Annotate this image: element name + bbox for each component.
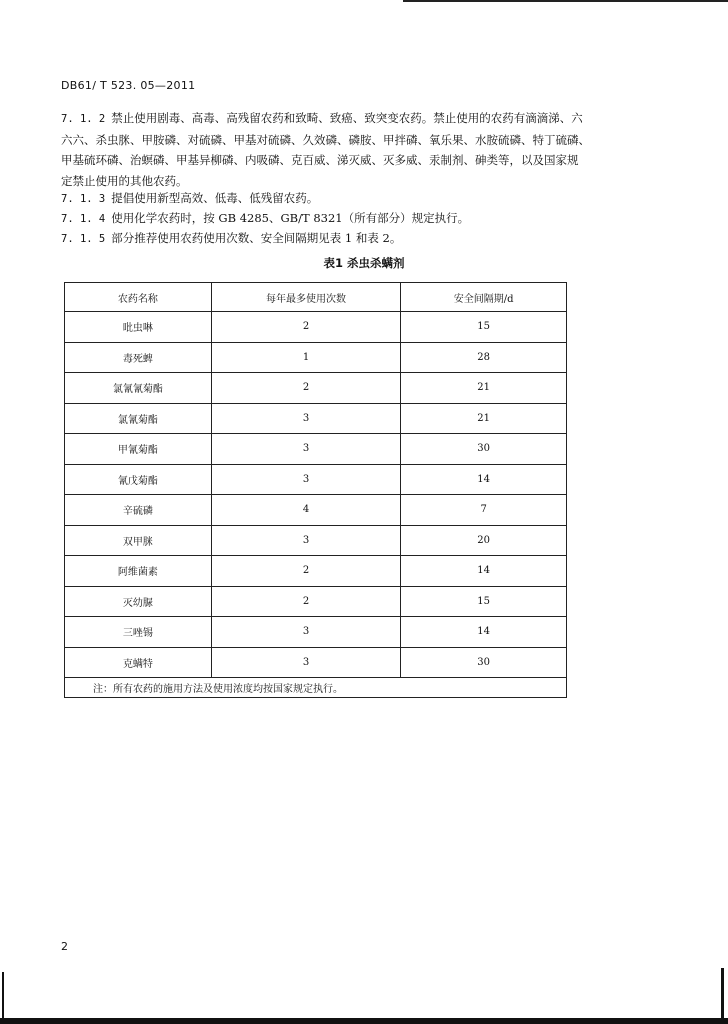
pesticide-name: 氯氰氰菊酯 (65, 373, 212, 404)
pesticide-name: 双甲脒 (65, 525, 212, 556)
table-row (65, 556, 567, 587)
table-row (65, 373, 567, 404)
top-rule (403, 0, 728, 2)
max-uses: 2 (211, 373, 400, 404)
max-uses: 1 (211, 342, 400, 373)
safety-interval: 14 (401, 464, 567, 495)
clause-7-1-5: 7. 1. 5 部分推荐使用农药使用次数、安全间隔期见表 1 和表 2。 (61, 231, 402, 245)
document-code: DB61/ T 523. 05—2011 (61, 79, 196, 92)
max-uses: 3 (211, 617, 400, 648)
scan-edge-right (721, 968, 724, 1018)
max-uses: 3 (211, 403, 400, 434)
clause-line: 7. 1. 2 禁止使用剧毒、高毒、高残留农药和致畸、致癌、致突变农药。禁止使用的农药有滴滴涕、六 (61, 111, 583, 125)
scan-edge-left (2, 972, 4, 1018)
pesticide-table (64, 282, 567, 698)
safety-interval: 15 (401, 586, 567, 617)
safety-interval: 14 (401, 617, 567, 648)
pesticide-name: 吡虫啉 (65, 312, 212, 343)
safety-interval: 21 (401, 373, 567, 404)
max-uses: 4 (211, 495, 400, 526)
max-uses: 3 (211, 434, 400, 465)
pesticide-name: 阿维菌素 (65, 556, 212, 587)
safety-interval: 21 (401, 403, 567, 434)
max-uses: 2 (211, 312, 400, 343)
table-row (65, 434, 567, 465)
clause-7-1-4: 7. 1. 4 使用化学农药时，按 GB 4285、GB/T 8321（所有部分）规定执行。 (61, 211, 470, 225)
clause-number: 7. 1. 3 (61, 193, 106, 205)
safety-interval: 20 (401, 525, 567, 556)
table-row (65, 403, 567, 434)
table-row (65, 342, 567, 373)
pesticide-name: 氯氰菊酯 (65, 403, 212, 434)
max-uses: 3 (211, 464, 400, 495)
safety-interval: 14 (401, 556, 567, 587)
pesticide-name: 灭幼脲 (65, 586, 212, 617)
clause-line: 甲基硫环磷、治螟磷、甲基异柳磷、内吸磷、克百威、涕灭威、灭多威、汞制剂、砷类等，以及国家规 (61, 153, 579, 167)
safety-interval: 28 (401, 342, 567, 373)
table-note-row (65, 678, 567, 698)
scan-edge-bottom (0, 1018, 728, 1024)
table-row (65, 464, 567, 495)
max-uses: 3 (211, 525, 400, 556)
page-number: 2 (61, 940, 68, 953)
table-caption: 表1 杀虫杀螨剂 (323, 256, 405, 270)
table-row (65, 312, 567, 343)
max-uses: 2 (211, 586, 400, 617)
table-row (65, 525, 567, 556)
pesticide-name: 三唑锡 (65, 617, 212, 648)
header-pesticide-name: 农药名称 (65, 283, 212, 312)
clause-number: 7. 1. 4 (61, 213, 106, 225)
clause-7-1-2 (61, 108, 637, 191)
clause-line: 六六、杀虫脒、甲胺磷、对硫磷、甲基对硫磷、久效磷、磷胺、甲拌磷、氧乐果、水胺硫磷、特丁硫磷、 (61, 132, 590, 147)
safety-interval: 30 (401, 647, 567, 678)
clause-number: 7. 1. 5 (61, 233, 106, 245)
max-uses: 2 (211, 556, 400, 587)
safety-interval: 15 (401, 312, 567, 343)
clause-7-1-3: 7. 1. 3 提倡使用新型高效、低毒、低残留农药。 (61, 191, 319, 205)
max-uses: 3 (211, 647, 400, 678)
pesticide-name: 克螨特 (65, 647, 212, 678)
safety-interval: 7 (401, 495, 567, 526)
table-row (65, 617, 567, 648)
pesticide-name: 辛硫磷 (65, 495, 212, 526)
header-safety-interval: 安全间隔期/d (401, 283, 567, 312)
pesticide-name: 甲氰菊酯 (65, 434, 212, 465)
table-row (65, 495, 567, 526)
clause-number: 7. 1. 2 (61, 113, 106, 125)
header-max-uses: 每年最多使用次数 (211, 283, 400, 312)
table-row (65, 647, 567, 678)
table-header-row (65, 283, 567, 312)
pesticide-name: 氰戊菊酯 (65, 464, 212, 495)
table-row (65, 586, 567, 617)
pesticide-name: 毒死蜱 (65, 342, 212, 373)
table-note: 注：所有农药的施用方法及使用浓度均按国家规定执行。 (65, 678, 567, 698)
safety-interval: 30 (401, 434, 567, 465)
clause-line: 定禁止使用的其他农药。 (61, 173, 188, 188)
